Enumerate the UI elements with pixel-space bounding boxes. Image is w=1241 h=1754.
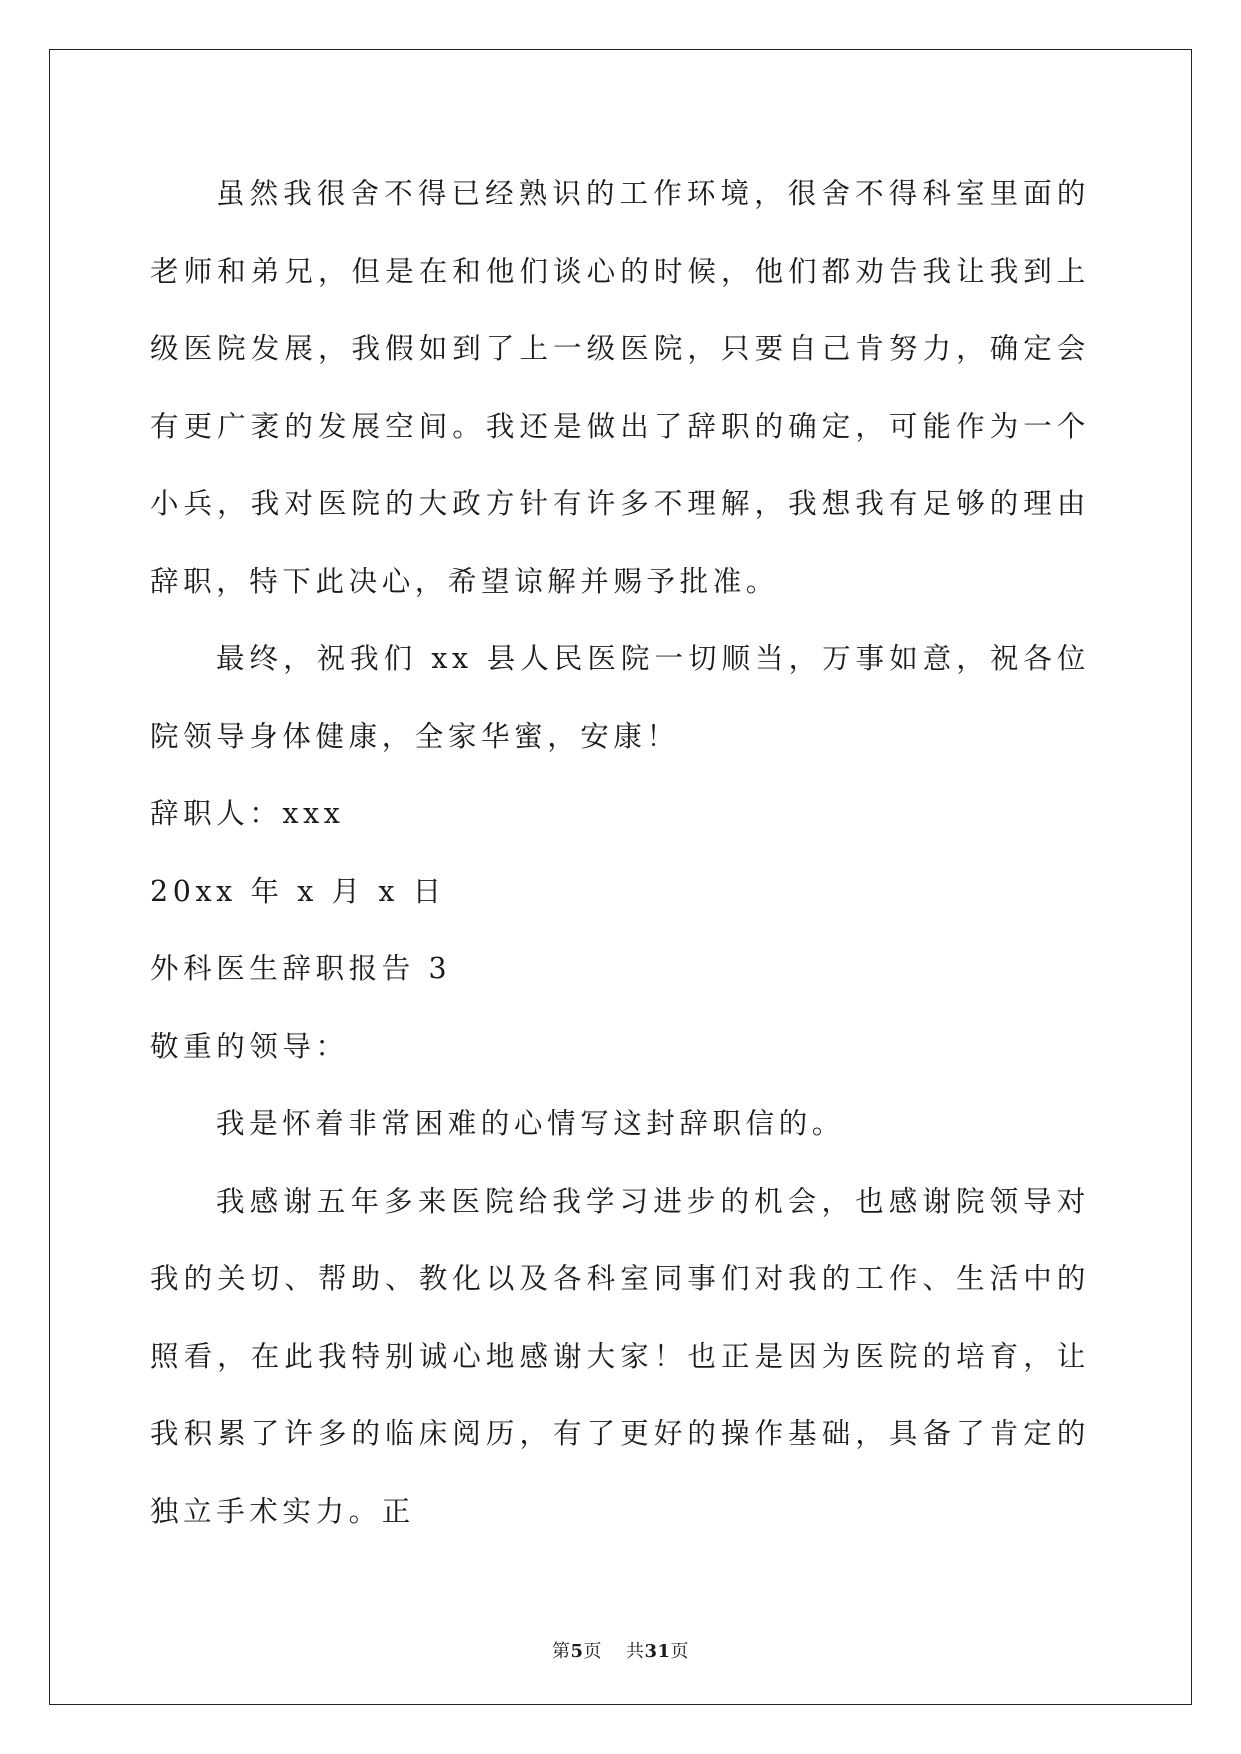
page-footer xyxy=(0,1637,1241,1663)
paragraph-closing-wishes: 最终，祝我们 xx 县人民医院一切顺当，万事如意，祝各位院领导身体健康，全家华蜜，安康！ xyxy=(150,642,1090,753)
paragraph-opening: 我是怀着非常困难的心情写这封辞职信的。 xyxy=(216,1107,845,1140)
paragraph-gratitude: 我感谢五年多来医院给我学习进步的机会，也感谢院领导对我的关切、帮助、教化以及各科室同事们对我的工作、生活中的照看，在此我特别诚心地感谢大家！也正是因为医院的培育，让我积累了许多的临床阅历，有了更好的操作基础，具备了肯定的独立手术实力。正 xyxy=(150,1184,1090,1528)
date-line: 20xx 年 x 月 x 日 xyxy=(150,874,446,908)
footer-prefix: 第 xyxy=(551,1641,571,1662)
salutation: 敬重的领导： xyxy=(150,1029,349,1063)
total-pages: 31 xyxy=(644,1641,671,1662)
paragraph-resignation-reason: 虽然我很舍不得已经熟识的工作环境，很舍不得科室里面的老师和弟兄，但是在和他们谈心的时候，他们都劝告我让我到上级医院发展，我假如到了上一级医院，只要自己肯努力，确定会有更广袤的发展空间。我还是做出了辞职的确定，可能作为一个小兵，我对医院的大政方针有许多不理解，我想我有足够的理由辞职，特下此决心，希望谅解并赐予批准。 xyxy=(150,177,1090,598)
signer-line: 辞职人：xxx xyxy=(150,797,345,830)
page-number: 5 xyxy=(570,1641,584,1662)
footer-total-suffix: 页 xyxy=(670,1641,690,1662)
section-title: 外科医生辞职报告 3 xyxy=(150,952,452,985)
footer-page-suffix: 页 xyxy=(583,1641,602,1662)
footer-total-prefix: 共 xyxy=(625,1641,645,1662)
document-body xyxy=(150,155,1090,1550)
